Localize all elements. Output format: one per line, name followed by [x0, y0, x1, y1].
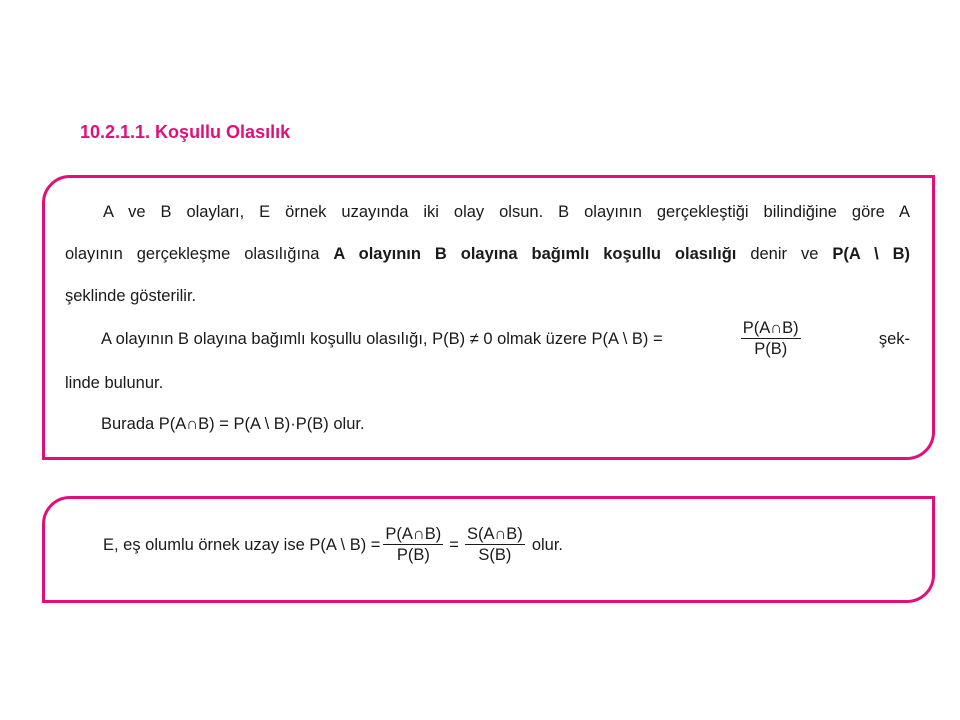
definition-line-2-mid: denir ve: [750, 245, 819, 263]
definition-line-5: linde bulunur.: [65, 374, 164, 392]
fraction-numerator: P(A∩B): [742, 319, 799, 337]
count-numerator: S(A∩B): [466, 525, 523, 543]
count-denominator: S(B): [478, 546, 512, 564]
equals-sign: =: [449, 535, 459, 554]
fraction-denominator: P(B): [754, 340, 788, 358]
definition-line-1: A ve B olayları, E örnek uzayında iki olay olsun. B olayının gerçekleştiği bilindiğine göre A: [103, 203, 910, 221]
probability-denominator: P(B): [396, 546, 430, 564]
equal-outcome-pre: E, eş olumlu örnek uzay ise P(A \ B) =: [103, 535, 381, 554]
probability-numerator: P(A∩B): [385, 525, 442, 543]
definition-line-3: şeklinde gösterilir.: [65, 287, 197, 305]
equal-outcome-line: [103, 525, 563, 564]
probability-fraction: [383, 525, 443, 564]
count-fraction: [465, 525, 525, 564]
section-title: 10.2.1.1. Koşullu Olasılık: [80, 122, 291, 142]
definition-term: A olayının B olayına bağımlı koşullu olasılığı: [333, 245, 737, 263]
equal-outcome-post: olur.: [531, 535, 563, 554]
definition-line-2-pre: olayının gerçekleşme olasılığına: [65, 245, 320, 263]
definition-notation: P(A \ B): [832, 245, 911, 263]
definition-box: [42, 175, 935, 460]
equal-outcome-box: [42, 496, 935, 603]
definition-line-4: [101, 319, 910, 358]
definition-line-4-post: şek-: [878, 329, 910, 348]
definition-line-2: [65, 244, 910, 264]
conditional-fraction: [741, 319, 801, 358]
definition-line-4-pre: A olayının B olayına bağımlı koşullu olasılığı, P(B) ≠ 0 olmak üzere P(A \ B) =: [101, 329, 663, 348]
definition-line-6: Burada P(A∩B) = P(A \ B)·P(B) olur.: [101, 415, 365, 433]
